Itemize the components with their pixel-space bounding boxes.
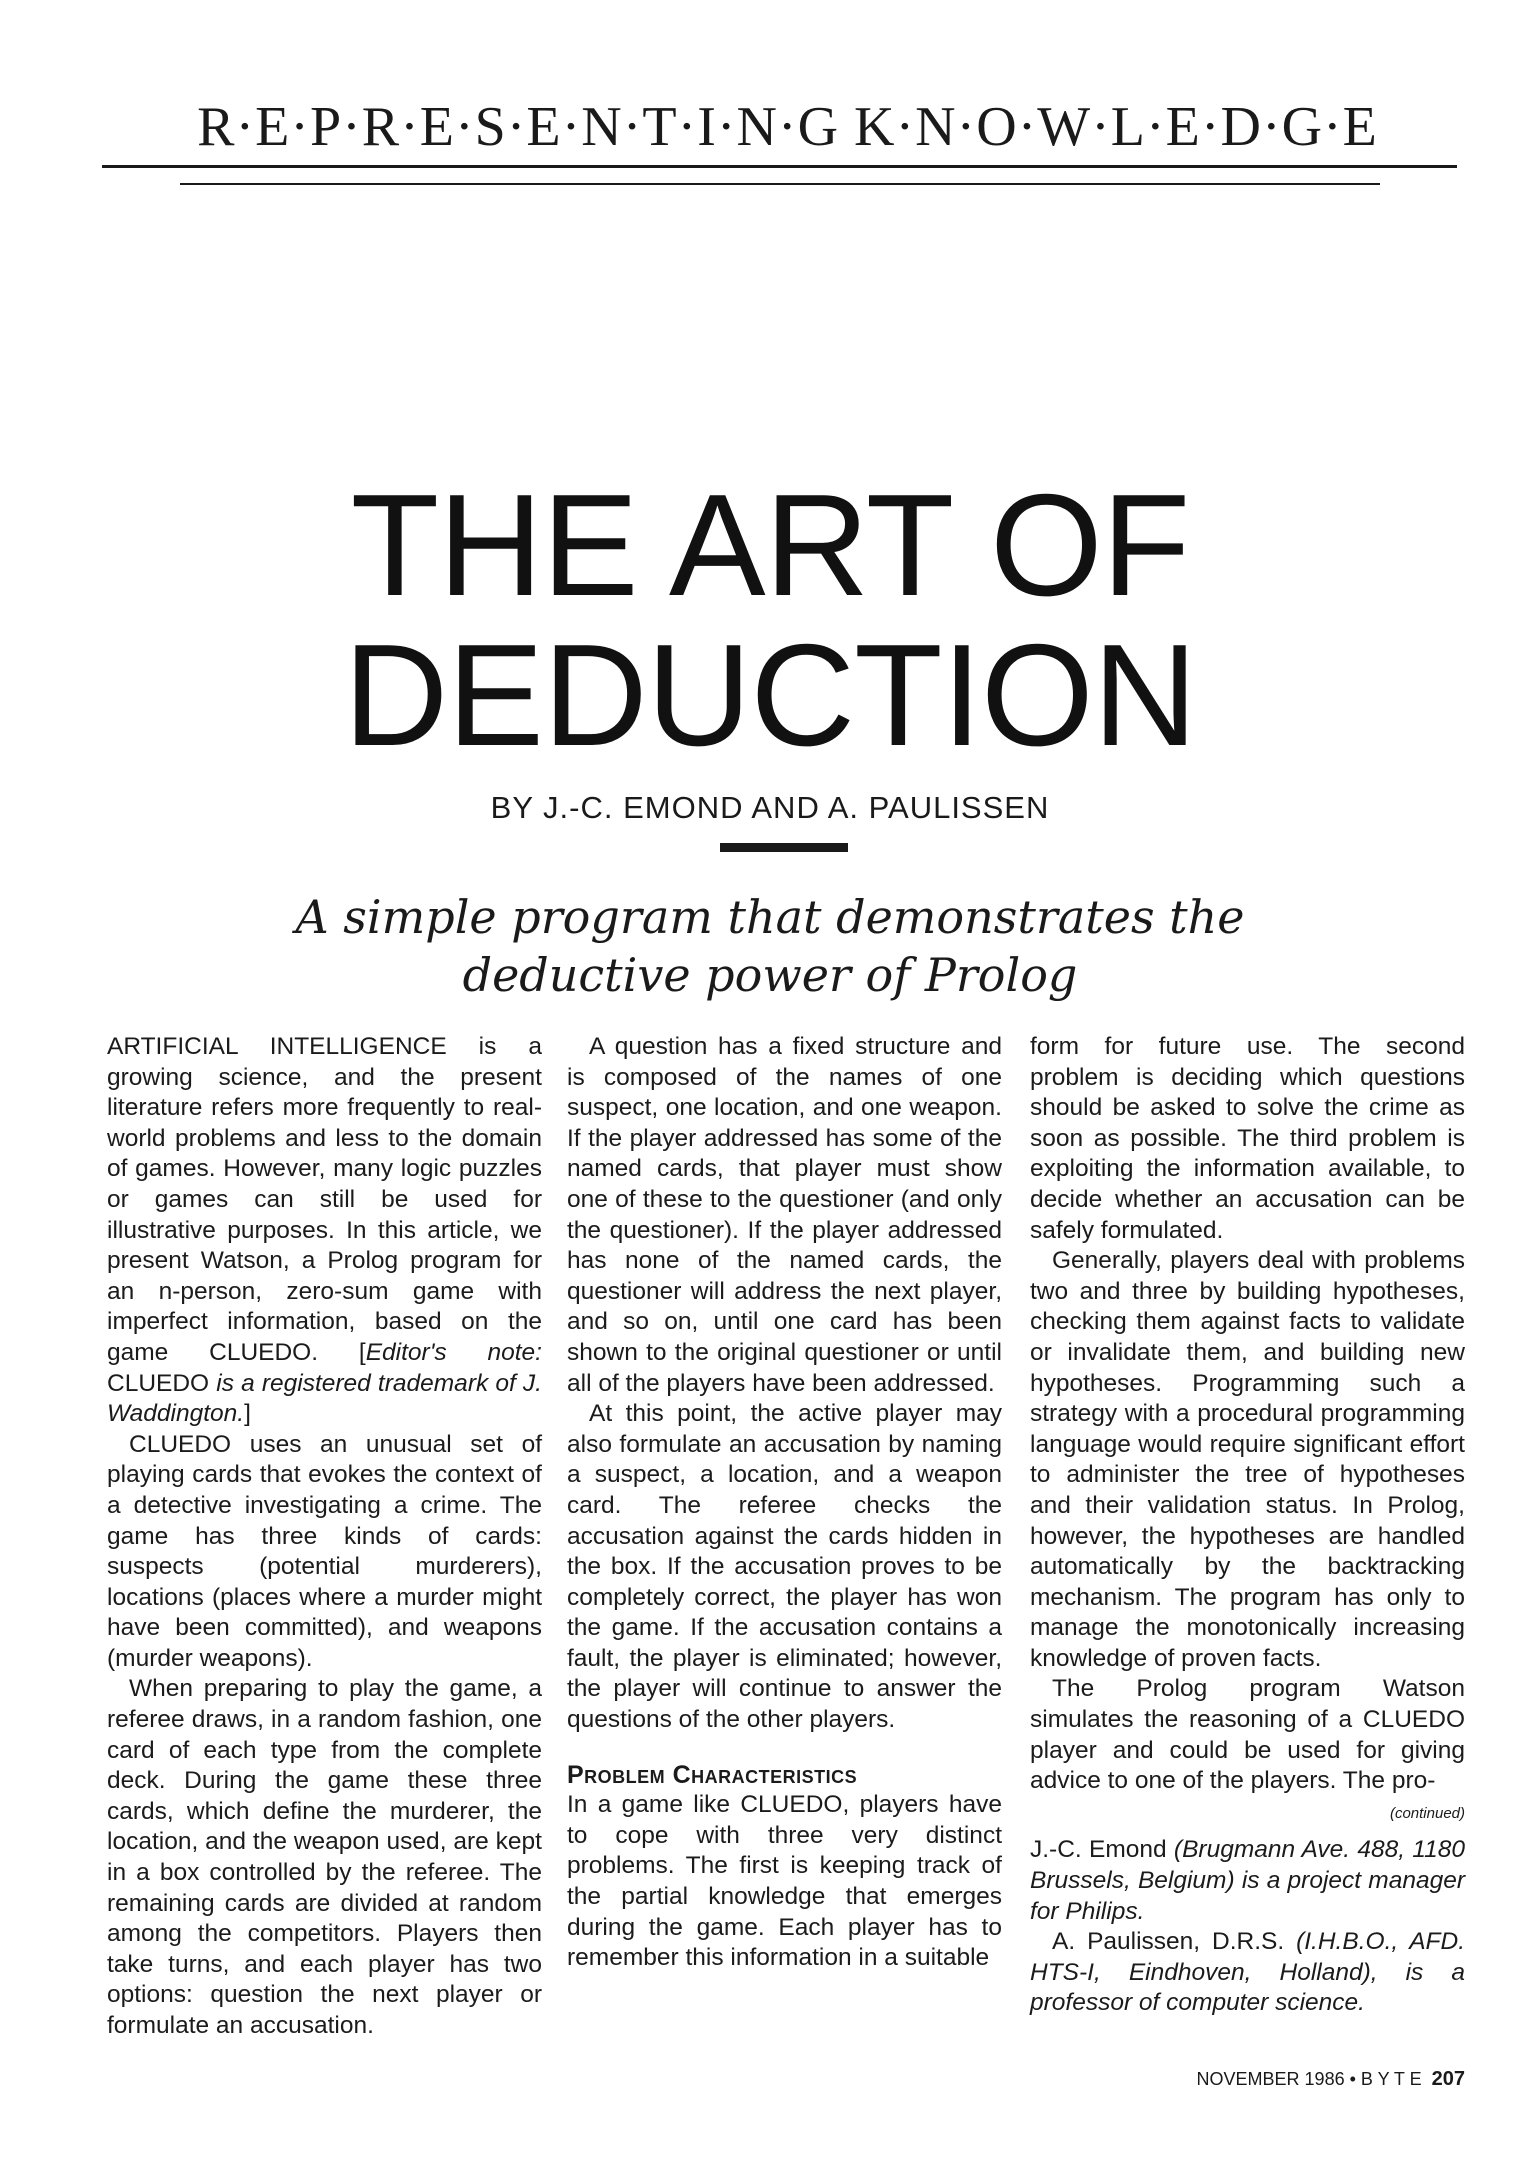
paragraph xyxy=(107,1032,542,1430)
page-footer xyxy=(1160,2068,1465,2091)
author-name: J.-C. Emond xyxy=(1030,1836,1174,1864)
issue-label: NOVEMBER 1986 • B Y T E xyxy=(1196,2069,1422,2089)
header-rule-thick xyxy=(102,165,1457,168)
paragraph: When preparing to play the game, a referee draws, in a random fashion, one card of each type from the complete deck. During the game these three cards, which define the murderer, the location, and the weapon used, are kept in a box controlled by the referee. The remaining cards are divided at random among the competitors. Players then take turns, and each player has two options: question the next player or formulate an accusation. xyxy=(107,1675,542,2039)
paragraph: A question has a fixed structure and is composed of the names of one suspect, one location, and one weapon. If the player addressed has some of the named cards, that player must show one of these to the questioner (and only the questioner). If the player addressed has none of the named cards, the questioner will address the next player, and so on, until one card has been shown to the original questioner or until all of the players have been addressed. xyxy=(567,1033,1002,1397)
column-2 xyxy=(567,1032,1002,1974)
editors-note-label: Editor's note: xyxy=(365,1338,542,1366)
article-deck: A simple program that demonstrates the deductive power of Prolog xyxy=(295,890,1245,1002)
paragraph: In a game like CLUEDO, players have to cope with three very distinct problems. The first is keeping track of the partial knowledge that emerges during the game. Each player has to remember this information in a suitable xyxy=(567,1791,1002,1972)
paragraph: Generally, players deal with problems two and three by building hypotheses, checking them against facts to validate or invalidate them, and building new hypotheses. Programming such a strategy with a procedural programming language would require significant effort to administer the tree of hypotheses and their validation status. In Prolog, however, the hypotheses are handled automatically by the backtracking mechanism. The program has only to manage the monotonically increasing knowledge of proven facts. xyxy=(1030,1247,1465,1672)
continued-marker: (continued) xyxy=(1389,1804,1465,1822)
trademark-note: is a registered trademark of J. Waddington. xyxy=(107,1369,542,1428)
byline: BY J.-C. EMOND AND A. PAULISSEN xyxy=(490,790,1050,825)
author-details: (Brugmann Ave. 488, 1180 Brussels, Belgium) is a project manager for Philips. xyxy=(1030,1836,1465,1925)
column-3 xyxy=(1030,1032,1465,2019)
author-name: A. Paulissen, D.R.S. xyxy=(1052,1928,1297,1956)
text-run: CLUEDO xyxy=(107,1369,217,1397)
title-line-2: DEDUCTION xyxy=(343,614,1197,776)
text-run: ARTIFICIAL INTELLIGENCE is a growing science, and the present literature refers more frequently to real-world problems and less to the domain of games. However, many logic puzzles or games can still be used for illustrative purposes. In this article, we present Watson, a Prolog program for an n-person, zero-sum game with imperfect information, based on the game CLUEDO. [ xyxy=(107,1033,542,1366)
paragraph: The Prolog program Watson simulates the reasoning of a CLUEDO player and could be used for giving advice to one of the players. The pro- xyxy=(1030,1675,1465,1795)
author-bio xyxy=(1030,1927,1465,2019)
author-details: (I.H.B.O., AFD. HTS-I, Eindhoven, Holland), is a professor of computer science. xyxy=(1030,1928,1465,2017)
section-subhead: Problem Characteristics xyxy=(567,1760,858,1789)
article-title xyxy=(170,464,1370,776)
paragraph: CLUEDO uses an unusual set of playing cards that evokes the context of a detective investigating a crime. The game has three kinds of cards: suspects (potential murderers), locations (places where a murder might have been committed), and weapons (murder weapons). xyxy=(107,1430,542,1672)
paragraph: form for future use. The second problem is deciding which questions should be asked to solve the crime as soon as possible. The third problem is exploiting the information available, to decide whether an accusation can be safely formulated. xyxy=(1030,1033,1465,1244)
byline-divider xyxy=(720,843,848,852)
header-rule-thin xyxy=(180,183,1380,185)
section-header: R·E·P·R·E·S·E·N·T·I·N·G K·N·O·W·L·E·D·G·E xyxy=(197,96,1378,158)
title-line-1: THE ART OF xyxy=(350,464,1190,626)
text-run: ] xyxy=(244,1400,251,1428)
column-1 xyxy=(107,1032,542,2042)
author-bio xyxy=(1030,1835,1465,1927)
page-number: 207 xyxy=(1431,2068,1465,2090)
paragraph: At this point, the active player may also formulate an accusation by naming a suspect, a location, and a weapon card. The referee checks the accusation against the cards hidden in the box. If the accusation proves to be completely correct, the player has won the game. If the accusation contains a fault, the player is eliminated; however, the player will continue to answer the questions of the other players. xyxy=(567,1400,1002,1734)
